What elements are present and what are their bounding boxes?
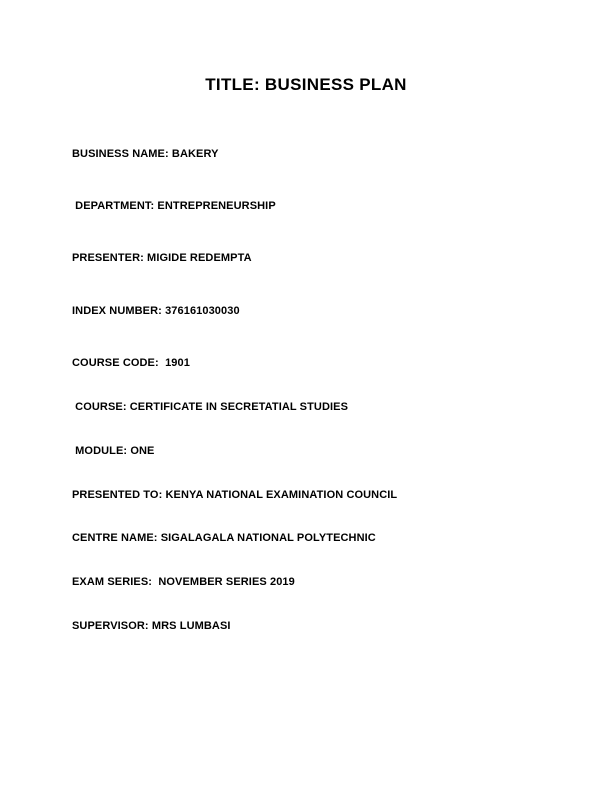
business-name-line: BUSINESS NAME: BAKERY [72, 148, 219, 160]
presented-to-line: PRESENTED TO: KENYA NATIONAL EXAMINATION COUNCIL [72, 489, 398, 501]
index-number-line: INDEX NUMBER: 376161030030 [72, 305, 240, 317]
course-code-line: COURSE CODE: 1901 [72, 357, 190, 369]
document-title: TITLE: BUSINESS PLAN [205, 75, 407, 94]
presenter-line: PRESENTER: MIGIDE REDEMPTA [72, 252, 252, 264]
department-line: DEPARTMENT: ENTREPRENEURSHIP [72, 200, 276, 212]
exam-series-line: EXAM SERIES: NOVEMBER SERIES 2019 [72, 576, 295, 588]
centre-name-line: CENTRE NAME: SIGALAGALA NATIONAL POLYTECHNIC [72, 532, 376, 544]
course-line: COURSE: CERTIFICATE IN SECRETATIAL STUDIES [72, 401, 349, 413]
supervisor-line: SUPERVISOR: MRS LUMBASI [72, 620, 231, 632]
module-line: MODULE: ONE [72, 445, 155, 457]
